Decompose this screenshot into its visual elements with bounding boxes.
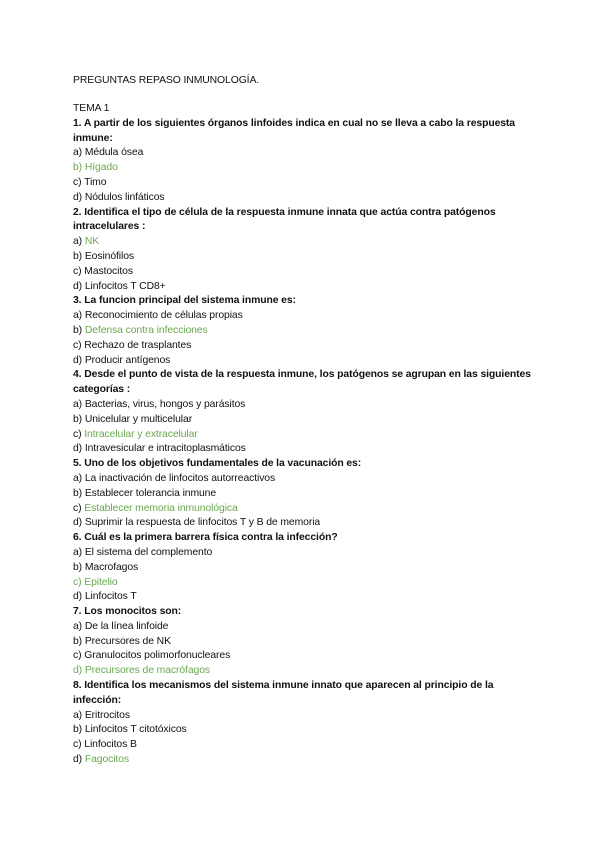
option: d) Producir antígenos bbox=[73, 354, 171, 366]
option-correct: d) Precursores de macrófagos bbox=[73, 665, 210, 677]
option: b) Eosinófilos bbox=[73, 250, 134, 262]
option: d) Intravesicular e intracitoplasmáticos bbox=[73, 443, 246, 455]
option: d) Linfocitos T bbox=[73, 591, 137, 603]
option: d) Linfocitos T CD8+ bbox=[73, 280, 166, 292]
option: c) Linfocitos B bbox=[73, 739, 137, 751]
question-4: 4. Desde el punto de vista de la respuesta inmune, los patógenos se agrupan en las siguientes categorías : bbox=[73, 369, 531, 396]
question-6: 6. Cuál es la primera barrera física contra la infección? bbox=[73, 532, 338, 544]
document-content bbox=[73, 102, 533, 768]
option-correct: c) Epitelio bbox=[73, 576, 118, 588]
option: c) Rechazo de trasplantes bbox=[73, 339, 192, 351]
option: b) Precursores de NK bbox=[73, 635, 171, 647]
option: c) Mastocitos bbox=[73, 265, 133, 277]
question-2: 2. Identifica el tipo de célula de la respuesta inmune innata que actúa contra patógenos intracelulares : bbox=[73, 206, 496, 233]
option-correct: c) Establecer memoria inmunológica bbox=[73, 502, 238, 514]
option-correct: d) Fagocitos bbox=[73, 754, 129, 766]
option: a) Bacterias, virus, hongos y parásitos bbox=[73, 398, 246, 410]
option: b) Unicelular y multicelular bbox=[73, 413, 193, 425]
option: a) Médula ósea bbox=[73, 147, 144, 159]
option: c) Granulocitos polimorfonucleares bbox=[73, 650, 231, 662]
option: d) Nódulos linfáticos bbox=[73, 191, 165, 203]
option-correct: b) Defensa contra infecciones bbox=[73, 324, 208, 336]
option: b) Macrofagos bbox=[73, 561, 139, 573]
option: a) Reconocimiento de células propias bbox=[73, 310, 243, 322]
question-1: 1. A partir de los siguientes órganos linfoides indica en cual no se lleva a cabo la respuesta inmune: bbox=[73, 117, 515, 144]
section-heading: TEMA 1 bbox=[73, 103, 110, 114]
option: a) De la línea linfoide bbox=[73, 620, 169, 632]
question-7: 7. Los monocitos son: bbox=[73, 606, 182, 618]
option-correct: c) Intracelular y extracelular bbox=[73, 428, 198, 440]
option-correct: b) Hígado bbox=[73, 162, 118, 174]
question-3: 3. La funcion principal del sistema inmune es: bbox=[73, 295, 296, 307]
option: a) El sistema del complemento bbox=[73, 546, 213, 558]
option: b) Establecer tolerancia inmune bbox=[73, 487, 217, 499]
question-5: 5. Uno de los objetivos fundamentales de la vacunación es: bbox=[73, 458, 362, 470]
option: b) Linfocitos T citotóxicos bbox=[73, 724, 187, 736]
option: d) Suprimir la respuesta de linfocitos T y B de memoria bbox=[73, 517, 321, 529]
option: a) Eritrocitos bbox=[73, 709, 130, 721]
document-title: PREGUNTAS REPASO INMUNOLOGÍA. bbox=[73, 75, 260, 86]
option: c) Timo bbox=[73, 176, 107, 188]
option-correct: a) NK bbox=[73, 236, 100, 248]
option: a) La inactivación de linfocitos autorreactivos bbox=[73, 472, 276, 484]
question-8: 8. Identifica los mecanismos del sistema inmune innato que aparecen al principio de la infección: bbox=[73, 680, 494, 706]
